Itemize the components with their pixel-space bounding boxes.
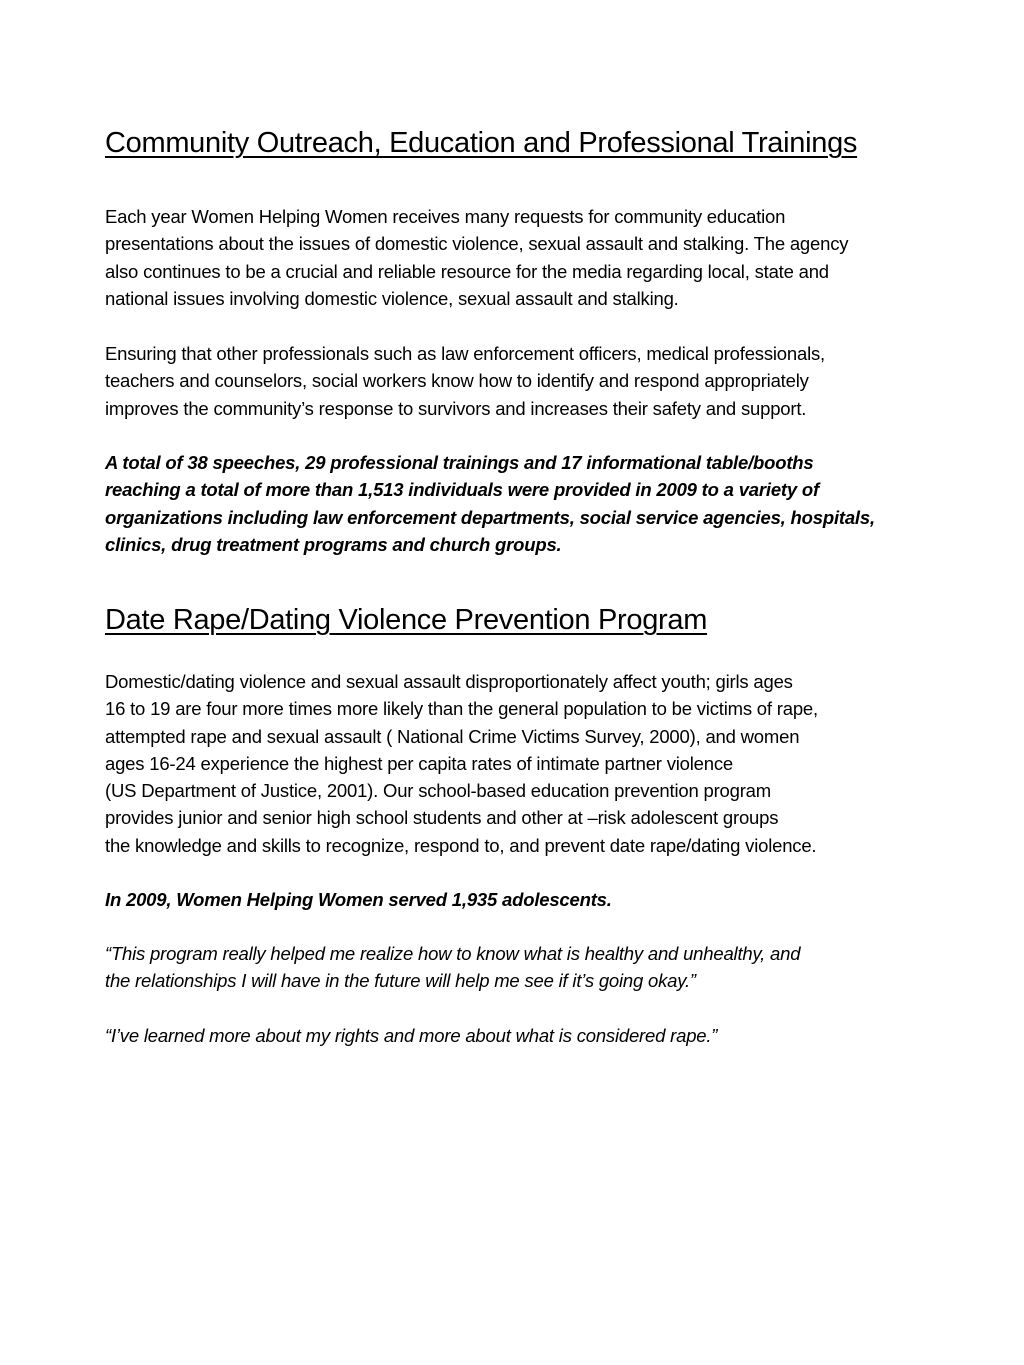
text-line: teachers and counselors, social workers know how to identify and respond appropriately — [105, 370, 809, 392]
text-line: attempted rape and sexual assault ( National Crime Victims Survey, 2000), and women — [105, 725, 800, 747]
testimonial-quote-2 — [105, 1022, 717, 1049]
text-line: the knowledge and skills to recognize, respond to, and prevent date rape/dating violence. — [105, 834, 817, 856]
paragraph-outreach-totals — [105, 449, 875, 558]
text-line: reaching a total of more than 1,513 individuals were provided in 2009 to a variety of — [105, 479, 819, 501]
paragraph-adolescents-served — [105, 886, 612, 913]
text-line: Domestic/dating violence and sexual assault disproportionately affect youth; girls ages — [105, 671, 793, 692]
text-line: “This program really helped me realize how to know what is healthy and unhealthy, and — [105, 943, 801, 964]
paragraph-community-requests — [105, 203, 848, 312]
testimonial-quote-1 — [105, 940, 800, 995]
text-line: “I’ve learned more about my rights and more about what is considered rape.” — [105, 1025, 718, 1046]
text-line: organizations including law enforcement departments, social service agencies, hospitals, — [105, 506, 875, 528]
text-line: A total of 38 speeches, 29 professional trainings and 17 informational table/booths — [105, 452, 814, 473]
text-line: the relationships I will have in the future will help me see if it’s going okay.” — [105, 970, 696, 992]
text-line: In 2009, Women Helping Women served 1,935 adolescents. — [105, 889, 612, 910]
text-line: improves the community’s response to survivors and increases their safety and support. — [105, 397, 807, 419]
section-heading-prevention: Date Rape/Dating Violence Prevention Program — [105, 604, 708, 636]
text-line: Ensuring that other professionals such as law enforcement officers, medical professionals, — [105, 343, 825, 364]
text-line: presentations about the issues of domestic violence, sexual assault and stalking. The agency — [105, 233, 849, 255]
text-line: Each year Women Helping Women receives many requests for community education — [105, 206, 786, 227]
text-line: ages 16-24 experience the highest per capita rates of intimate partner violence — [105, 752, 733, 774]
paragraph-professionals — [105, 340, 825, 422]
text-line: provides junior and senior high school students and other at –risk adolescent groups — [105, 807, 779, 829]
text-line: also continues to be a crucial and reliable resource for the media regarding local, state and — [105, 260, 829, 282]
section-heading-outreach: Community Outreach, Education and Professional Trainings — [105, 127, 858, 159]
text-line: clinics, drug treatment programs and church groups. — [105, 533, 562, 555]
paragraph-dating-violence — [105, 668, 818, 859]
text-line: 16 to 19 are four more times more likely than the general population to be victims of rape, — [105, 698, 818, 720]
text-line: (US Department of Justice, 2001). Our school-based education prevention program — [105, 780, 771, 802]
text-line: national issues involving domestic violence, sexual assault and stalking. — [105, 287, 679, 309]
